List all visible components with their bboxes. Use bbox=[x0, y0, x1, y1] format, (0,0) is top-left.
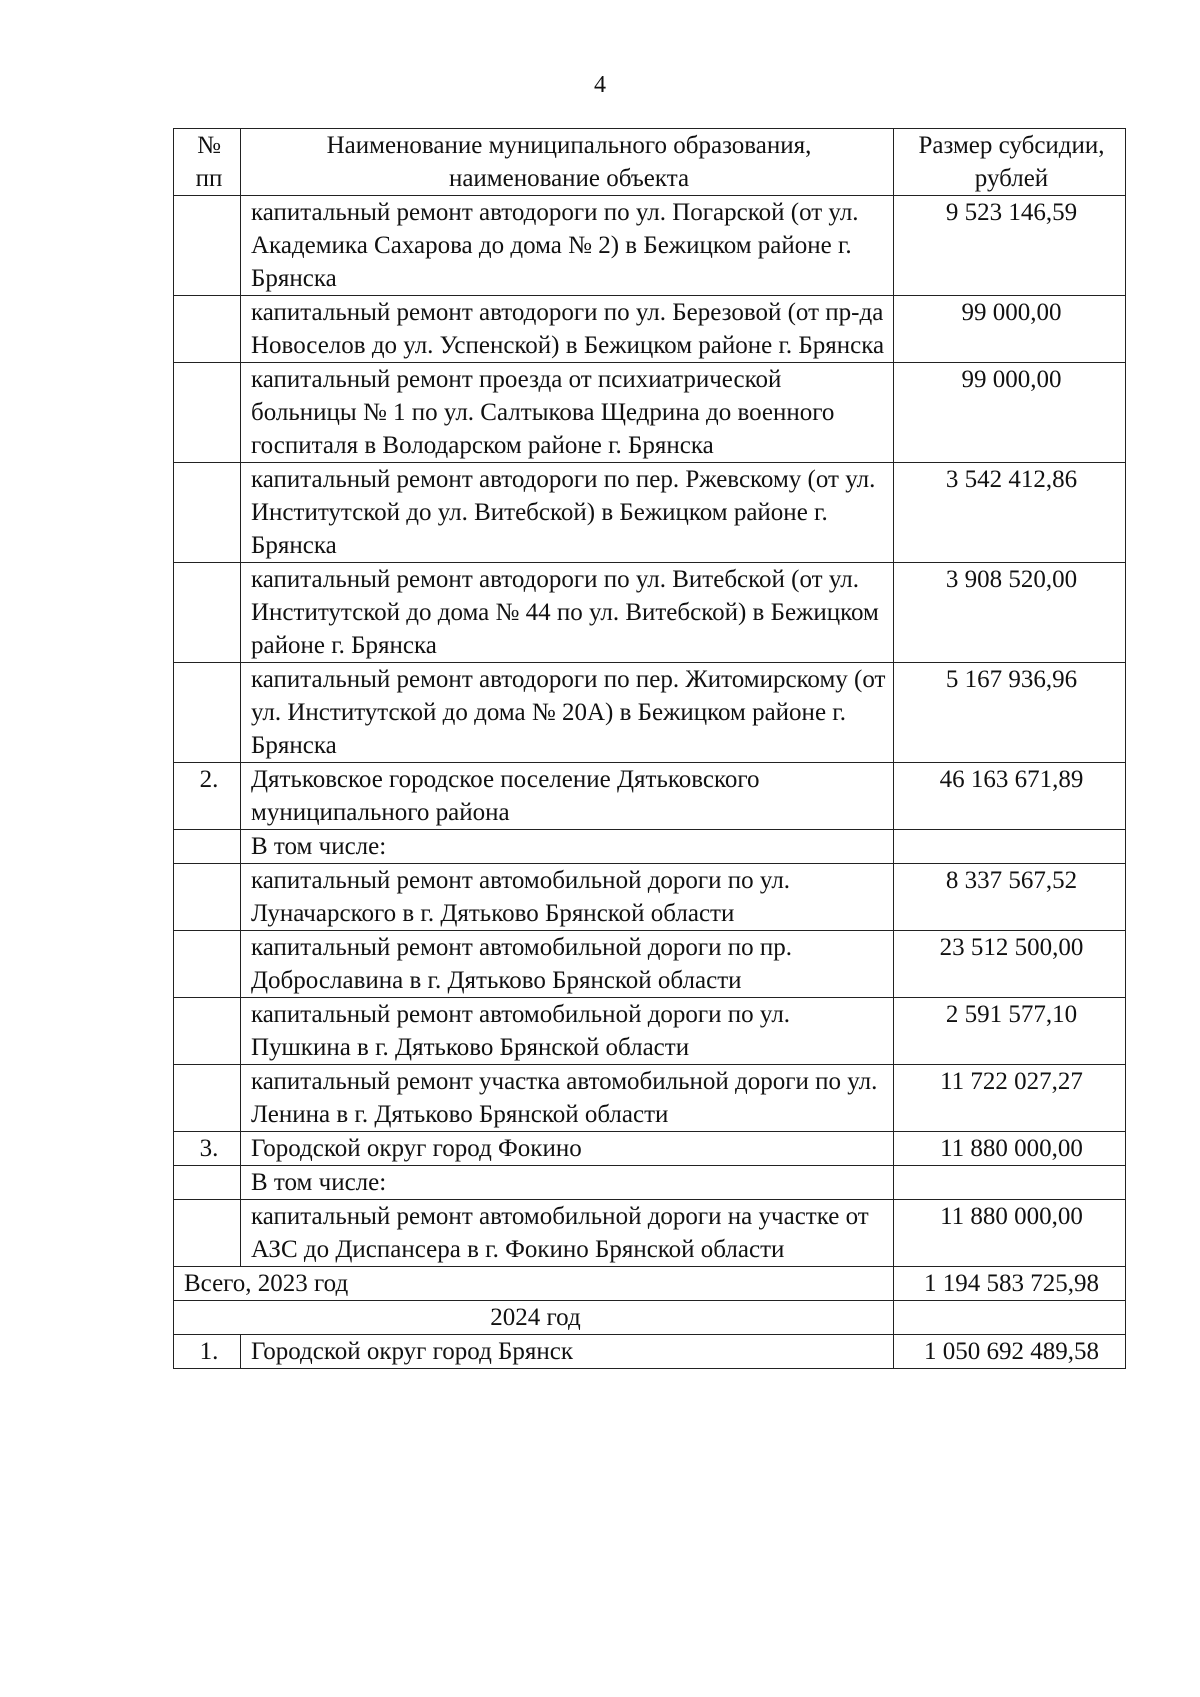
row-amount: 5 167 936,96 bbox=[894, 663, 1126, 763]
row-amount bbox=[894, 830, 1126, 864]
row-name: капитальный ремонт автодороги по ул. Погарской (от ул. Академика Сахарова до дома № 2) в Бежицком районе г. Брянска bbox=[241, 196, 894, 296]
row-num bbox=[174, 196, 241, 296]
row-name: В том числе: bbox=[241, 1166, 894, 1200]
row-name: Дятьковское городское поселение Дятьковского муниципального района bbox=[241, 763, 894, 830]
row-num bbox=[174, 998, 241, 1065]
total-amount: 1 194 583 725,98 bbox=[894, 1267, 1126, 1301]
row-amount: 3 908 520,00 bbox=[894, 563, 1126, 663]
year-header-row bbox=[174, 1301, 1126, 1335]
row-num bbox=[174, 864, 241, 931]
table-row bbox=[174, 1200, 1126, 1267]
row-amount bbox=[894, 1166, 1126, 1200]
row-num: 3. bbox=[174, 1132, 241, 1166]
row-amount: 99 000,00 bbox=[894, 363, 1126, 463]
row-name: капитальный ремонт автодороги по пер. Ржевскому (от ул. Институтской до ул. Витебской) в Бежицком районе г. Брянска bbox=[241, 463, 894, 563]
table-row bbox=[174, 864, 1126, 931]
table-row bbox=[174, 1065, 1126, 1132]
row-name: капитальный ремонт участка автомобильной дороги по ул. Ленина в г. Дятьково Брянской области bbox=[241, 1065, 894, 1132]
row-num: 2. bbox=[174, 763, 241, 830]
row-name: капитальный ремонт автомобильной дороги по пр. Доброславина в г. Дятьково Брянской области bbox=[241, 931, 894, 998]
row-num bbox=[174, 830, 241, 864]
row-num bbox=[174, 363, 241, 463]
row-name: капитальный ремонт автодороги по ул. Витебской (от ул. Институтской до дома № 44 по ул. Витебской) в Бежицком районе г. Брянска bbox=[241, 563, 894, 663]
table-row bbox=[174, 830, 1126, 864]
table-row-section bbox=[174, 1335, 1126, 1369]
year-header-amount-cell bbox=[894, 1301, 1126, 1335]
row-amount: 46 163 671,89 bbox=[894, 763, 1126, 830]
subsidy-table bbox=[173, 128, 1126, 1369]
table-row-section bbox=[174, 763, 1126, 830]
row-amount: 1 050 692 489,58 bbox=[894, 1335, 1126, 1369]
table-row bbox=[174, 363, 1126, 463]
table-row bbox=[174, 563, 1126, 663]
row-name: капитальный ремонт автомобильной дороги по ул. Пушкина в г. Дятьково Брянской области bbox=[241, 998, 894, 1065]
header-num: № пп bbox=[174, 129, 241, 196]
header-name: Наименование муниципального образования, наименование объекта bbox=[241, 129, 894, 196]
row-name: Городской округ город Брянск bbox=[241, 1335, 894, 1369]
row-amount: 2 591 577,10 bbox=[894, 998, 1126, 1065]
row-num: 1. bbox=[174, 1335, 241, 1369]
table-row-section bbox=[174, 1132, 1126, 1166]
row-num bbox=[174, 663, 241, 763]
row-name: капитальный ремонт проезда от психиатрической больницы № 1 по ул. Салтыкова Щедрина до военного госпиталя в Володарском районе г. Брянска bbox=[241, 363, 894, 463]
row-amount: 3 542 412,86 bbox=[894, 463, 1126, 563]
row-num bbox=[174, 931, 241, 998]
row-amount: 11 880 000,00 bbox=[894, 1200, 1126, 1267]
table-row bbox=[174, 931, 1126, 998]
row-num bbox=[174, 1200, 241, 1267]
total-row bbox=[174, 1267, 1126, 1301]
row-num bbox=[174, 1166, 241, 1200]
row-name: капитальный ремонт автомобильной дороги по ул. Луначарского в г. Дятьково Брянской области bbox=[241, 864, 894, 931]
row-num bbox=[174, 463, 241, 563]
table-row bbox=[174, 463, 1126, 563]
page-number: 4 bbox=[594, 72, 606, 98]
row-name: капитальный ремонт автодороги по пер. Житомирскому (от ул. Институтской до дома № 20А) в Бежицком районе г. Брянска bbox=[241, 663, 894, 763]
header-amount: Размер субсидии, рублей bbox=[894, 129, 1126, 196]
table-row bbox=[174, 998, 1126, 1065]
row-amount: 23 512 500,00 bbox=[894, 931, 1126, 998]
total-label: Всего, 2023 год bbox=[174, 1267, 894, 1301]
table-row bbox=[174, 296, 1126, 363]
row-name: В том числе: bbox=[241, 830, 894, 864]
table-row bbox=[174, 1166, 1126, 1200]
row-amount: 8 337 567,52 bbox=[894, 864, 1126, 931]
row-num bbox=[174, 563, 241, 663]
row-num bbox=[174, 296, 241, 363]
row-amount: 9 523 146,59 bbox=[894, 196, 1126, 296]
row-name: Городской округ город Фокино bbox=[241, 1132, 894, 1166]
table-row bbox=[174, 196, 1126, 296]
row-amount: 11 722 027,27 bbox=[894, 1065, 1126, 1132]
table-row bbox=[174, 663, 1126, 763]
row-name: капитальный ремонт автомобильной дороги на участке от АЗС до Диспансера в г. Фокино Брянской области bbox=[241, 1200, 894, 1267]
row-num bbox=[174, 1065, 241, 1132]
row-name: капитальный ремонт автодороги по ул. Березовой (от пр-да Новоселов до ул. Успенской) в Бежицком районе г. Брянска bbox=[241, 296, 894, 363]
year-header: 2024 год bbox=[174, 1301, 894, 1335]
table-header-row bbox=[174, 129, 1126, 196]
row-amount: 99 000,00 bbox=[894, 296, 1126, 363]
row-amount: 11 880 000,00 bbox=[894, 1132, 1126, 1166]
